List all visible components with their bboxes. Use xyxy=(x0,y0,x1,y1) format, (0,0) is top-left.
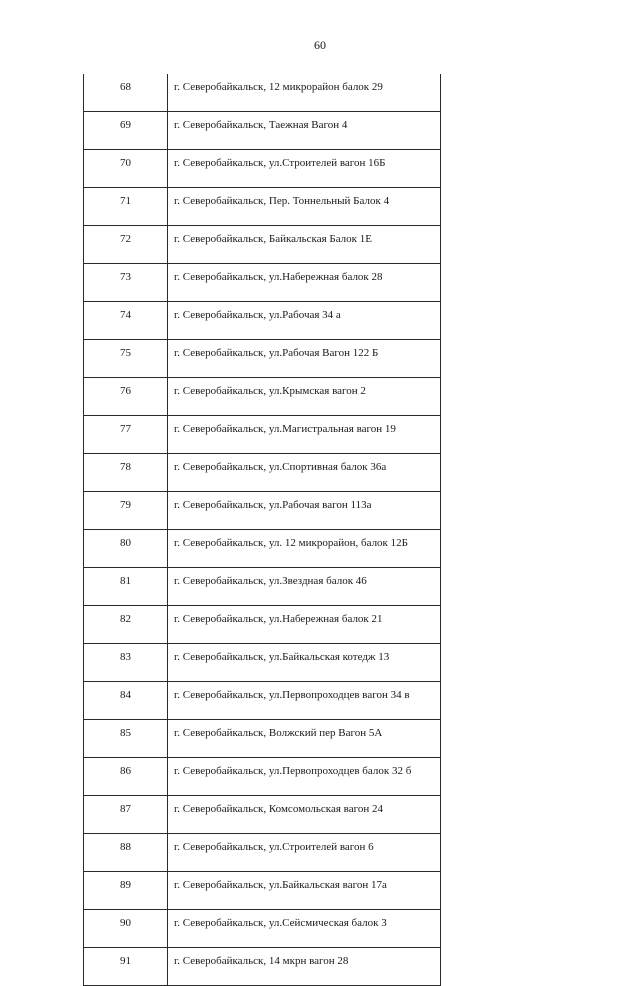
row-number: 72 xyxy=(84,226,168,264)
row-number: 87 xyxy=(84,796,168,834)
row-number: 75 xyxy=(84,340,168,378)
row-number: 82 xyxy=(84,606,168,644)
row-address: г. Северобайкальск, ул.Рабочая Вагон 122 Б xyxy=(168,340,441,378)
row-address: г. Северобайкальск, ул.Байкальская вагон 17а xyxy=(168,872,441,910)
row-number: 88 xyxy=(84,834,168,872)
row-address: г. Северобайкальск, Таежная Вагон 4 xyxy=(168,112,441,150)
address-table xyxy=(83,74,441,986)
row-number: 81 xyxy=(84,568,168,606)
table-row xyxy=(84,872,441,910)
row-number: 78 xyxy=(84,454,168,492)
row-address: г. Северобайкальск, ул. 12 микрорайон, балок 12Б xyxy=(168,530,441,568)
row-address: г. Северобайкальск, ул.Первопроходцев балок 32 б xyxy=(168,758,441,796)
row-address: г. Северобайкальск, Байкальская Балок 1Е xyxy=(168,226,441,264)
row-address: г. Северобайкальск, ул.Рабочая вагон 113а xyxy=(168,492,441,530)
row-number: 77 xyxy=(84,416,168,454)
table-row xyxy=(84,378,441,416)
row-number: 76 xyxy=(84,378,168,416)
row-address: г. Северобайкальск, ул.Первопроходцев вагон 34 в xyxy=(168,682,441,720)
row-address: г. Северобайкальск, ул.Рабочая 34 а xyxy=(168,302,441,340)
row-number: 89 xyxy=(84,872,168,910)
address-table-body xyxy=(84,74,441,986)
table-row xyxy=(84,340,441,378)
row-address: г. Северобайкальск, Волжский пер Вагон 5А xyxy=(168,720,441,758)
page-number: 60 xyxy=(314,38,326,52)
table-row xyxy=(84,454,441,492)
row-number: 71 xyxy=(84,188,168,226)
table-row xyxy=(84,758,441,796)
row-address: г. Северобайкальск, ул.Строителей вагон 6 xyxy=(168,834,441,872)
table-row xyxy=(84,910,441,948)
row-address: г. Северобайкальск, ул.Спортивная балок 36а xyxy=(168,454,441,492)
table-row xyxy=(84,606,441,644)
row-number: 84 xyxy=(84,682,168,720)
row-number: 91 xyxy=(84,948,168,986)
row-number: 73 xyxy=(84,264,168,302)
row-number: 80 xyxy=(84,530,168,568)
table-row xyxy=(84,302,441,340)
row-address: г. Северобайкальск, ул.Магистральная вагон 19 xyxy=(168,416,441,454)
row-address: г. Северобайкальск, ул.Набережная балок 28 xyxy=(168,264,441,302)
row-address: г. Северобайкальск, ул.Набережная балок 21 xyxy=(168,606,441,644)
table-row xyxy=(84,112,441,150)
row-number: 83 xyxy=(84,644,168,682)
row-number: 90 xyxy=(84,910,168,948)
table-row xyxy=(84,188,441,226)
table-row xyxy=(84,720,441,758)
row-address: г. Северобайкальск, ул.Сейсмическая балок 3 xyxy=(168,910,441,948)
table-row xyxy=(84,74,441,112)
table-row xyxy=(84,492,441,530)
row-address: г. Северобайкальск, ул.Байкальская котедж 13 xyxy=(168,644,441,682)
table-row xyxy=(84,416,441,454)
table-row xyxy=(84,264,441,302)
table-row xyxy=(84,226,441,264)
row-number: 68 xyxy=(84,74,168,112)
table-row xyxy=(84,644,441,682)
row-address: г. Северобайкальск, 14 мкрн вагон 28 xyxy=(168,948,441,986)
table-row xyxy=(84,568,441,606)
row-number: 86 xyxy=(84,758,168,796)
table-row xyxy=(84,682,441,720)
row-address: г. Северобайкальск, Комсомольская вагон 24 xyxy=(168,796,441,834)
row-number: 69 xyxy=(84,112,168,150)
row-address: г. Северобайкальск, ул.Звездная балок 46 xyxy=(168,568,441,606)
row-address: г. Северобайкальск, 12 микрорайон балок 29 xyxy=(168,74,441,112)
row-number: 85 xyxy=(84,720,168,758)
row-address: г. Северобайкальск, ул.Крымская вагон 2 xyxy=(168,378,441,416)
row-number: 74 xyxy=(84,302,168,340)
table-row xyxy=(84,948,441,986)
table-row xyxy=(84,834,441,872)
row-address: г. Северобайкальск, Пер. Тоннельный Балок 4 xyxy=(168,188,441,226)
row-address: г. Северобайкальск, ул.Строителей вагон 16Б xyxy=(168,150,441,188)
table-row xyxy=(84,530,441,568)
table-row xyxy=(84,796,441,834)
row-number: 70 xyxy=(84,150,168,188)
row-number: 79 xyxy=(84,492,168,530)
table-row xyxy=(84,150,441,188)
